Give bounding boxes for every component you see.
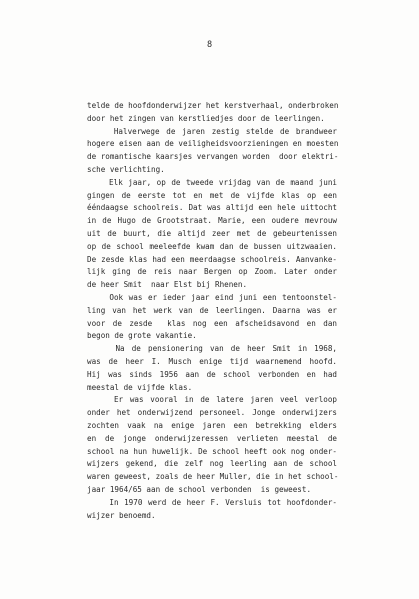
text-line: Ook was er ieder jaar eind juni een tentoonstel-: [87, 292, 337, 302]
text-line: telde de hoofdonderwijzer het kerstverhaal, onderbroken: [87, 101, 339, 110]
paragraph: [87, 343, 337, 394]
body-text: [87, 100, 337, 522]
text-line: Na de pensionering van de heer Smit in 1968,: [87, 344, 337, 354]
paragraph: [87, 497, 337, 523]
text-line: In 1970 werd de heer F. Versluis tot hoofdonder-: [87, 497, 337, 507]
text-line: onder het onderwijzend personeel. Jonge onderwijzers: [87, 408, 337, 418]
paragraph: [87, 100, 337, 126]
text-line: school na hun huwelijk. De school heeft ook nog onder-: [87, 446, 337, 456]
paragraph: [87, 292, 337, 343]
text-line: Halverwege de jaren zestig stelde de brandweer: [87, 126, 337, 136]
text-line: voor de zesde klas nog een afscheidsavond en dan: [87, 318, 337, 328]
text-line: ééndaagse schoolreis. Dat was altijd een hele uittocht: [87, 203, 337, 213]
text-line: hogere eisen aan de veiligheidsvoorzieningen en moesten: [87, 139, 339, 149]
text-line: wijzers gekend, die zelf nog leerling aan de school: [87, 459, 337, 469]
text-line: begon de grote vakantie.: [87, 331, 197, 341]
text-line: sche verlichting.: [87, 164, 165, 174]
text-line: op de school meeleefde kwam dan de bussen uitzwaaien.: [87, 241, 337, 251]
text-line: waren geweest, zoals de heer Muller, die in het school-: [87, 472, 339, 482]
text-line: in de Hugo de Grootstraat. Marie, een oudere mevrouw: [87, 216, 337, 226]
text-line: Elk jaar, op de tweede vrijdag van de maand juni: [87, 177, 337, 187]
page-number: 8: [206, 40, 213, 50]
text-line: uit de buurt, die altijd zeer met de gebeurtenissen: [87, 228, 337, 238]
text-line: door het zingen van kerstliedjes door de leerlingen.: [87, 113, 325, 123]
text-line: wijzer benoemd.: [87, 510, 156, 520]
paragraph: [87, 394, 337, 496]
text-line: en de jonge onderwijzeressen verlieten meestal de: [87, 433, 337, 443]
paragraph: [87, 126, 337, 177]
text-line: zochten vaak na enige jaren een betrekking elders: [87, 420, 337, 430]
text-line: De zesde klas had een meerdaagse schoolreis. Aanvanke-: [87, 254, 337, 264]
text-line: was de heer I. Musch enige tijd waarnemend hoofd.: [87, 356, 337, 366]
text-line: Er was vooral in de latere jaren veel verloop: [87, 395, 337, 405]
paragraph: [87, 177, 337, 292]
text-line: de romantische kaarsjes vervangen worden door elektri-: [87, 152, 339, 162]
text-line: de heer Smit naar Elst bij Rhenen.: [87, 280, 248, 290]
text-line: lijk ging de reis naar Bergen op Zoom. Later onder: [87, 267, 337, 277]
text-line: meestal de vijfde klas.: [87, 382, 193, 392]
text-line: ling van het werk van de leerlingen. Daarna was er: [87, 305, 337, 315]
text-line: jaar 1964/65 aan de school verbonden is geweest.: [87, 484, 312, 494]
text-line: Hij was sinds 1956 aan de school verbonden en had: [87, 369, 337, 379]
text-line: gingen de eerste tot en met de vijfde klas op een: [87, 190, 337, 200]
